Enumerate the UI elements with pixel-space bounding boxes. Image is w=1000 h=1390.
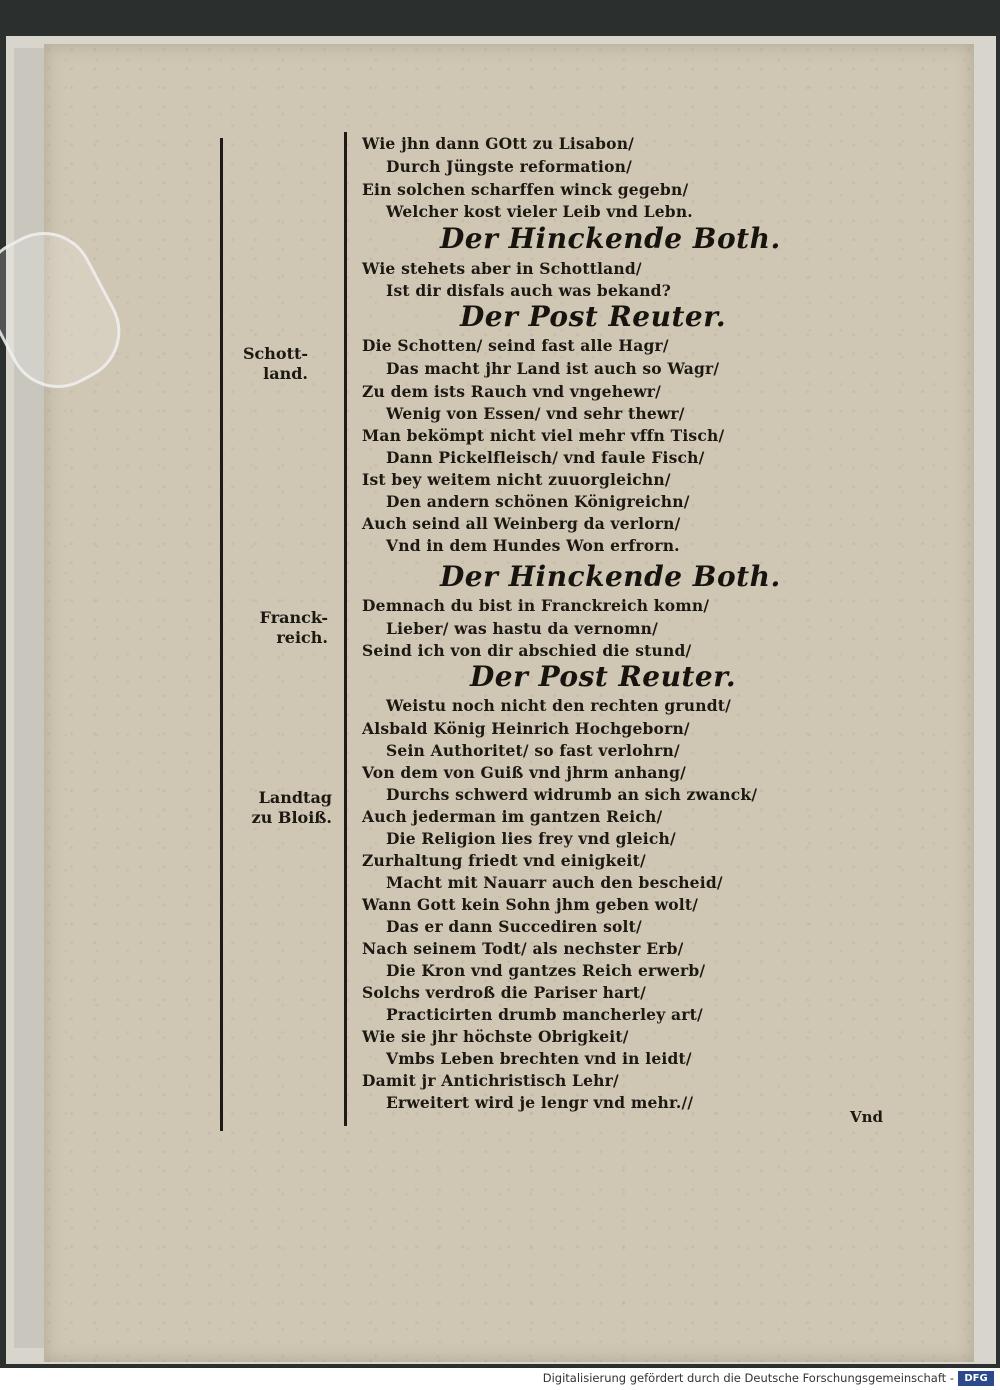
verse-line: Welcher kost vieler Leib vnd Lebn. xyxy=(386,202,693,221)
verse-line: Auch seind all Weinberg da verlorn/ xyxy=(362,514,681,533)
verse-line: Wenig von Essen/ vnd sehr thewr/ xyxy=(386,404,685,423)
verse-line: Man bekömpt nicht viel mehr vffn Tisch/ xyxy=(362,426,725,445)
verse-line: Vmbs Leben brechten vnd in leidt/ xyxy=(386,1049,692,1068)
verse-line: Alsbald König Heinrich Hochgeborn/ xyxy=(362,719,690,738)
section-heading: Der Hinckende Both. xyxy=(440,560,781,593)
margin-rule-left xyxy=(220,138,223,1131)
catchword: Vnd xyxy=(850,1108,884,1126)
verse-line: Practicirten drumb mancherley art/ xyxy=(386,1005,703,1024)
verse-line: Ist bey weitem nicht zuuorgleichn/ xyxy=(362,470,671,489)
verse-line: Das macht jhr Land ist auch so Wagr/ xyxy=(386,359,720,378)
verse-line: Weistu noch nicht den rechten grundt/ xyxy=(386,696,731,715)
verse-line: Damit jr Antichristisch Lehr/ xyxy=(362,1071,619,1090)
margin-rule-right xyxy=(344,132,347,1126)
verse-line: Die Religion lies frey vnd gleich/ xyxy=(386,829,676,848)
verse-line: Ist dir disfals auch was bekand? xyxy=(386,281,671,300)
section-heading: Der Hinckende Both. xyxy=(440,222,781,255)
verse-line: Die Schotten/ seind fast alle Hagr/ xyxy=(362,336,669,355)
verse-line: Zu dem ists Rauch vnd vngehewr/ xyxy=(362,382,662,401)
verse-line: Wie jhn dann GOtt zu Lisabon/ xyxy=(362,134,635,153)
verse-line: Demnach du bist in Franckreich komn/ xyxy=(362,596,710,615)
verse-line: Den andern schönen Königreichn/ xyxy=(386,492,690,511)
verse-line: Sein Authoritet/ so fast verlohrn/ xyxy=(386,741,680,760)
funding-notice: Digitalisierung gefördert durch die Deutsche Forschungsgemeinschaft - xyxy=(542,1371,954,1385)
verse-line: Durch Jüngste reformation/ xyxy=(386,157,632,176)
verse-line: Die Kron vnd gantzes Reich erwerb/ xyxy=(386,961,706,980)
margin-note-landtag: Landtag zu Bloiß. xyxy=(251,788,332,827)
verse-line: Von dem von Guiß vnd jhrm anhang/ xyxy=(362,763,687,782)
verse-line: Erweitert wird je lengr vnd mehr.// xyxy=(386,1093,694,1112)
section-heading: Der Post Reuter. xyxy=(460,300,727,333)
section-heading: Der Post Reuter. xyxy=(470,660,737,693)
verse-line: Solchs verdroß die Pariser hart/ xyxy=(362,983,646,1002)
verse-line: Zurhaltung friedt vnd einigkeit/ xyxy=(362,851,646,870)
verse-line: Durchs schwerd widrumb an sich zwanck/ xyxy=(386,785,758,804)
verse-line: Auch jederman im gantzen Reich/ xyxy=(362,807,663,826)
margin-note-franckreich: Franck- reich. xyxy=(259,608,328,647)
verse-line: Wie stehets aber in Schottland/ xyxy=(362,259,642,278)
verse-line: Nach seinem Todt/ als nechster Erb/ xyxy=(362,939,684,958)
verse-line: Wann Gott kein Sohn jhm geben wolt/ xyxy=(362,895,699,914)
verse-line: Lieber/ was hastu da vernomn/ xyxy=(386,619,658,638)
verse-line: Seind ich von dir abschied die stund/ xyxy=(362,641,692,660)
verse-line: Dann Pickelfleisch/ vnd faule Fisch/ xyxy=(386,448,705,467)
footer-bar xyxy=(0,1368,1000,1390)
verse-line: Vnd in dem Hundes Won erfrorn. xyxy=(386,536,680,555)
dfg-logo-icon: DFG xyxy=(958,1371,994,1386)
verse-line: Ein solchen scharffen winck gegebn/ xyxy=(362,180,689,199)
verse-line: Wie sie jhr höchste Obrigkeit/ xyxy=(362,1027,629,1046)
verse-line: Das er dann Succediren solt/ xyxy=(386,917,642,936)
verse-line: Macht mit Nauarr auch den bescheid/ xyxy=(386,873,723,892)
margin-note-schottland: Schott- land. xyxy=(242,344,308,383)
